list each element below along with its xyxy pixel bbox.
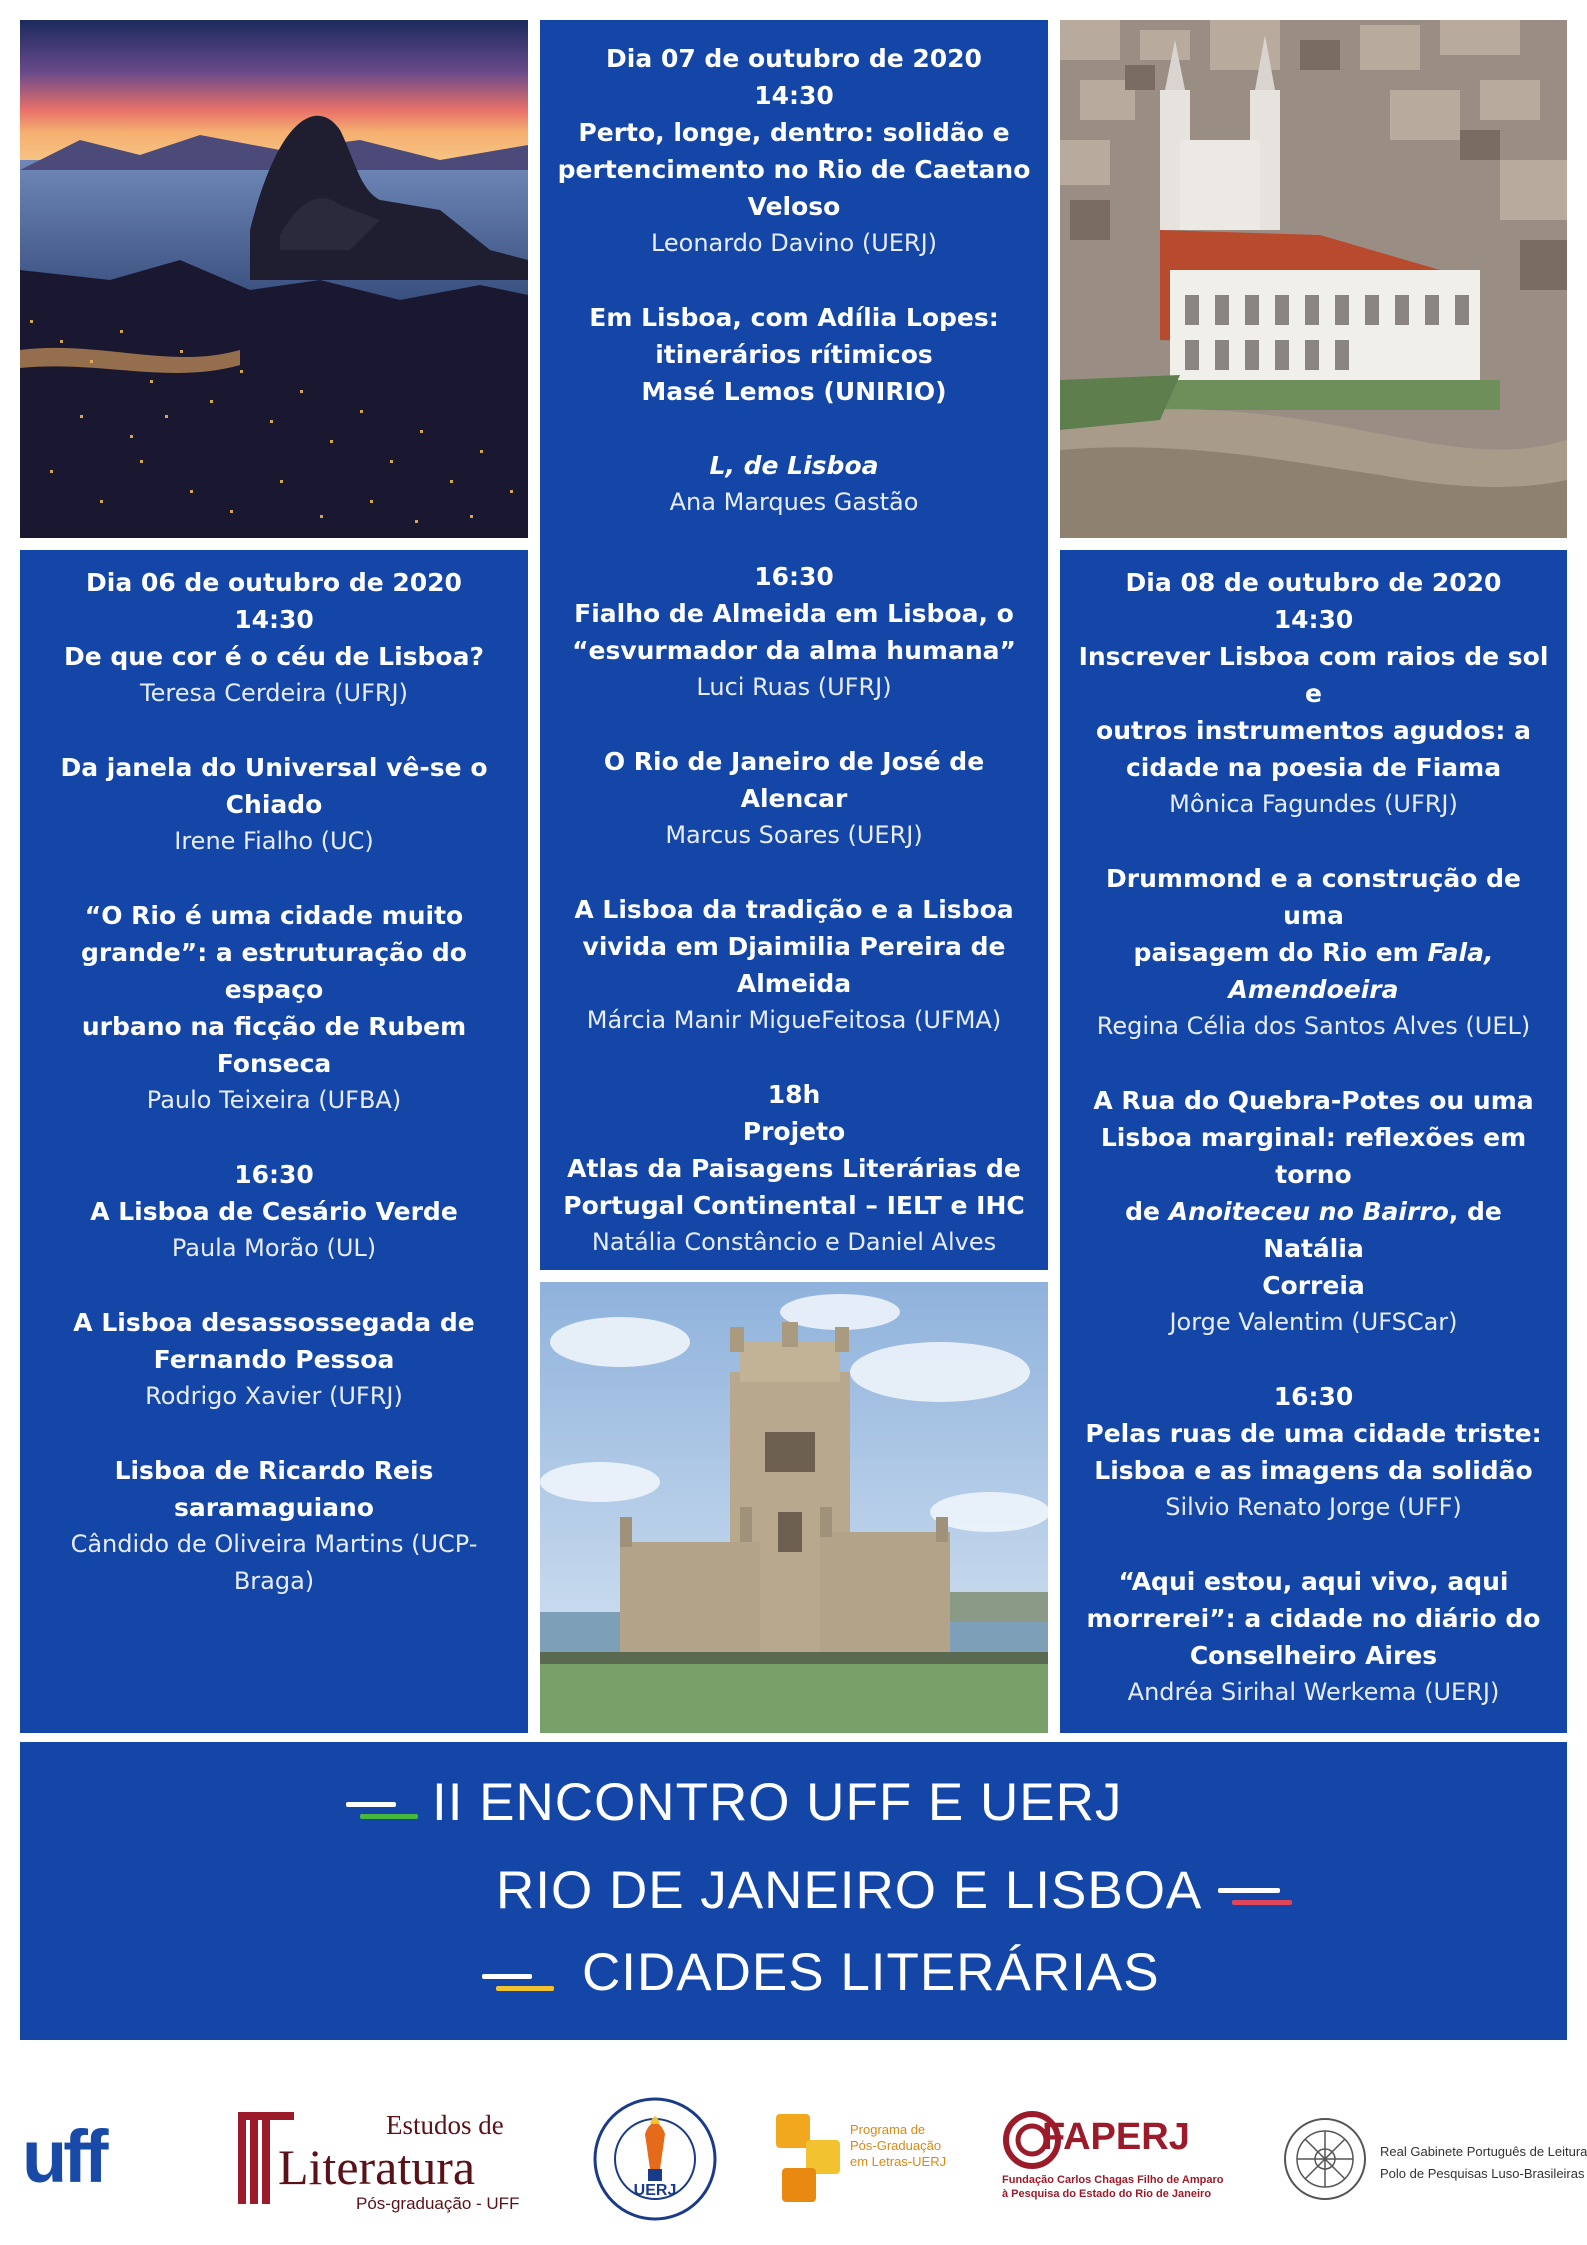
talk-title-part: , de Natália [1263,1197,1502,1263]
talk-title-part: paisagem do Rio em [1133,938,1419,967]
speaker: Regina Célia dos Santos Alves (UEL) [1096,1012,1531,1040]
panel-day-07 [540,20,1048,1270]
real-gabinete-logo [1280,2114,1587,2214]
talk-title: Fernando Pessoa [153,1345,395,1374]
speaker: Andréa Sirihal Werkema (UERJ) [1127,1678,1500,1706]
speaker: Paulo Teixeira (UFBA) [146,1086,402,1114]
talk-title: Lisboa e as imagens da solidão [1094,1456,1533,1485]
dash-white [346,1802,396,1807]
talk-title: Chiado [225,790,323,819]
talk-title: “Aqui estou, aqui vivo, aqui [1118,1567,1509,1596]
banner-line-2: RIO DE JANEIRO E LISBOA [496,1861,1203,1920]
dash-white [482,1974,532,1979]
talk-title: Almeida [736,969,852,998]
speaker: Natália Constâncio e Daniel Alves [591,1228,997,1256]
photo-rio-sugarloaf [20,20,528,538]
uff-logo [22,2115,172,2198]
day-heading: Dia 07 de outubro de 2020 [606,44,982,73]
photo-belem-tower [540,1282,1048,1733]
talk-title: Drummond e a construção de uma [1106,864,1521,930]
estudos-sub-text: Pós-graduação - UFF [356,2194,520,2213]
talk-title: outros instrumentos agudos: a [1096,716,1531,745]
faperj-text: FAPERJ [1042,2116,1190,2158]
talk-title: De que cor é o céu de Lisboa? [64,642,484,671]
photo-church [1060,20,1567,538]
session-time: 14:30 [754,81,834,110]
talk-title: grande”: a estruturação do espaço [81,938,467,1004]
talk-title: A Rua do Quebra-Potes ou uma [1093,1086,1534,1115]
talk-title: Lisboa marginal: reflexões em torno [1100,1123,1527,1189]
session-time: 14:30 [234,605,314,634]
day-heading: Dia 06 de outubro de 2020 [86,568,462,597]
session-time: 14:30 [1273,605,1354,634]
speaker: Paula Morão (UL) [171,1234,377,1262]
speaker: Silvio Renato Jorge (UFF) [1165,1493,1462,1521]
day-heading: Dia 08 de outubro de 2020 [1125,568,1502,597]
speaker: Ana Marques Gastão [669,488,919,516]
talk-title: “O Rio é uma cidade muito [84,901,464,930]
estudos-top-text: Estudos de [386,2110,504,2140]
talk-title: Da janela do Universal vê-se o [60,753,488,782]
talk-title-italic: L, de Lisboa [709,451,879,480]
talk-title: Conselheiro Aires [1189,1641,1438,1670]
session-time: 16:30 [1273,1382,1354,1411]
logo-strip [0,2080,1587,2245]
talk-title: Correia [1262,1271,1365,1300]
rgpl-text-2: Polo de Pesquisas Luso-Brasileiras [1380,2166,1585,2181]
rgpl-seal-icon [1280,2114,1370,2204]
session-time: 18h [767,1080,821,1109]
event-banner [20,1742,1567,2040]
faperj-sub-1: Fundação Carlos Chagas Filho de Amparo [1002,2174,1224,2186]
faperj-sub-2: à Pesquisa do Estado do Rio de Janeiro [1002,2188,1212,2200]
ppg-text-3: em Letras-UERJ [850,2154,947,2169]
talk-title: itinerários rítimicos [655,340,933,369]
ppg-letras-logo [772,2110,952,2220]
talk-title [1060,971,1567,1008]
rgpl-text-1: Real Gabinete Português de Leitura [1380,2144,1587,2159]
speaker: Mônica Fagundes (UFRJ) [1169,790,1458,818]
talk-title: Atlas da Paisagens Literárias de [567,1154,1021,1183]
dash-red [1232,1900,1292,1905]
speaker: Luci Ruas (UFRJ) [696,673,892,701]
speaker: Márcia Manir MigueFeitosa (UFMA) [586,1006,1002,1034]
uerj-logo [590,2094,720,2224]
talk-title: Veloso [747,192,841,221]
panel-day-08 [1060,550,1567,1733]
talk-title [1060,1193,1567,1267]
talk-title: urbano na ficção de Rubem [81,1012,467,1041]
talk-title: Fialho de Almeida em Lisboa, o [574,599,1014,628]
speaker: Cândido de Oliveira Martins (UCP- [70,1530,478,1558]
talk-title: Lisboa de Ricardo Reis [114,1456,434,1485]
speaker: Marcus Soares (UERJ) [665,821,923,849]
talk-title [540,447,1048,484]
talk-title: vivida em Djaimilia Pereira de [582,932,1006,961]
speaker: Leonardo Davino (UERJ) [650,229,938,257]
speaker: Teresa Cerdeira (UFRJ) [140,679,408,707]
talk-title-part: de [1125,1197,1160,1226]
talk-title: Projeto [742,1117,846,1146]
talk-title-italic: Fala, [1427,938,1494,967]
talk-title: Em Lisboa, com Adília Lopes: [589,303,999,332]
dash-white [1218,1888,1280,1893]
speaker: Rodrigo Xavier (UFRJ) [145,1382,403,1410]
talk-title: A Lisboa da tradição e a Lisboa [574,895,1014,924]
talk-title: morrerei”: a cidade no diário do [1086,1604,1541,1633]
talk-title [1060,934,1567,971]
talk-title: cidade na poesia de Fiama [1125,753,1502,782]
ppg-puzzle-icon [772,2110,852,2210]
speaker: Braga) [233,1567,315,1595]
talk-title: A Lisboa desassossegada de [73,1308,475,1337]
talk-title-italic: Anoiteceu no Bairro [1168,1197,1449,1226]
talk-title: pertencimento no Rio de Caetano [557,155,1031,184]
uerj-ring-text [590,2094,591,2095]
talk-title: “esvurmador da alma humana” [572,636,1016,665]
uerj-seal-icon [590,2094,720,2224]
talk-title-italic: Amendoeira [1228,975,1399,1004]
ppg-text-2: Pós-Graduação [850,2138,942,2153]
uerj-text: UERJ [633,2182,677,2199]
estudos-main-text: Literatura [278,2139,476,2195]
talk-title: Inscrever Lisboa com raios de sol e [1078,642,1549,708]
talk-title: Perto, longe, dentro: solidão e [578,118,1010,147]
speaker: Irene Fialho (UC) [174,827,374,855]
dash-green [360,1814,418,1819]
speaker: Jorge Valentim (UFSCar) [1169,1308,1458,1336]
ppg-text-1: Programa de [850,2122,926,2137]
uff-logo-text: uff [22,2115,105,2198]
panel-day-06 [20,550,528,1733]
talk-title: Fonseca [216,1049,332,1078]
talk-title: O Rio de Janeiro de José de Alencar [603,747,985,813]
dash-yellow [496,1986,554,1991]
talk-title: saramaguiano [174,1493,374,1522]
estudos-literatura-logo [236,2102,536,2217]
talk-title: Pelas ruas de uma cidade triste: [1085,1419,1542,1448]
talk-title: Masé Lemos (UNIRIO) [641,377,947,406]
banner-line-3: CIDADES LITERÁRIAS [582,1943,1160,2002]
talk-title: A Lisboa de Cesário Verde [90,1197,458,1226]
talk-title: Portugal Continental – IELT e IHC [563,1191,1025,1220]
banner-line-1: II ENCONTRO UFF E UERJ [432,1773,1123,1832]
session-time: 16:30 [234,1160,314,1189]
faperj-logo [1002,2110,1232,2220]
session-time: 16:30 [754,562,834,591]
